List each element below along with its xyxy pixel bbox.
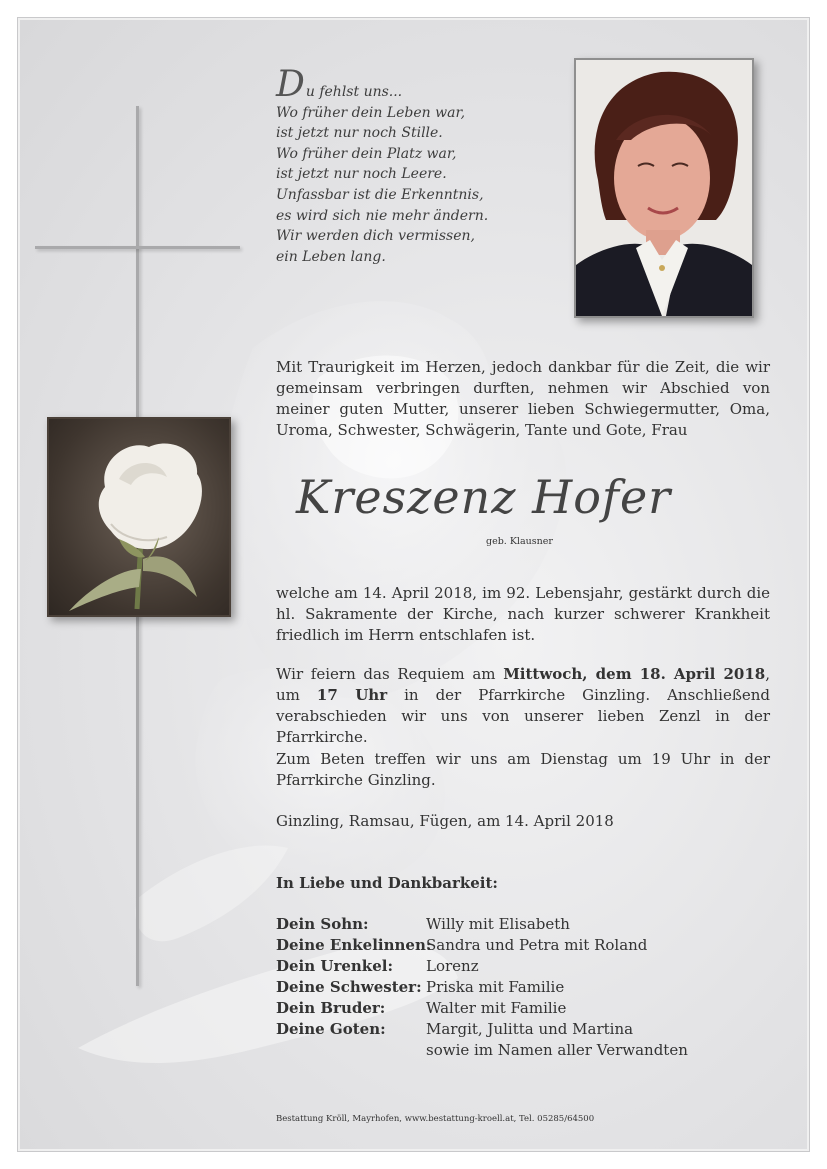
requiem-paragraph: Wir feiern das Requiem am Mittwoch, dem 18. April 2018, um 17 Uhr in der Pfarrkirche Ginzling. Anschließend verabschieden wir uns von unserer lieben Zenzl in der Pfarrkirche. xyxy=(276,665,771,746)
family-row xyxy=(276,1019,688,1040)
requiem-date: Mittwoch, dem 18. April 2018 xyxy=(503,665,766,683)
poem-line: es wird sich nie mehr ändern. xyxy=(276,207,489,224)
family-relation: Deine Goten: xyxy=(276,1020,386,1038)
poem-dropcap: D xyxy=(276,64,305,105)
family-row xyxy=(276,977,688,998)
prayer-paragraph: Zum Beten treffen wir uns am Dienstag um 19 Uhr in der Pfarrkirche Ginzling. xyxy=(276,750,770,789)
place-date: Ginzling, Ramsau, Fügen, am 14. April 2018 xyxy=(276,812,614,830)
family-names: Willy mit Elisabeth xyxy=(426,915,570,933)
poem-line: ein Leben lang. xyxy=(276,248,386,265)
family-extra: sowie im Namen aller Verwandten xyxy=(426,1041,688,1059)
poem-line: Du fehlst uns... xyxy=(276,64,403,105)
family-names: Margit, Julitta und Martina xyxy=(426,1020,634,1038)
poem xyxy=(276,64,536,267)
poem-line: Unfassbar ist die Erkenntnis, xyxy=(276,186,484,203)
signoff: In Liebe und Dankbarkeit: xyxy=(276,874,498,892)
funeral-home-footer: Bestattung Kröll, Mayrhofen, www.bestattung-kroell.at, Tel. 05285/64500 xyxy=(276,1114,595,1124)
family-names: Priska mit Familie xyxy=(426,978,565,996)
family-names: Lorenz xyxy=(426,957,479,975)
poem-line: Wo früher dein Leben war, xyxy=(276,104,466,121)
family-row xyxy=(276,956,688,977)
portrait-photo xyxy=(574,58,754,318)
family-row xyxy=(276,998,688,1019)
family-row xyxy=(276,914,688,935)
family-names: Walter mit Familie xyxy=(426,999,567,1017)
family-list xyxy=(276,914,688,1061)
requiem-time: 17 Uhr xyxy=(316,686,388,704)
family-relation: Deine Schwester: xyxy=(276,978,422,996)
family-relation: Deine Enkelinnen: xyxy=(276,936,432,954)
intro-paragraph: Mit Traurigkeit im Herzen, jedoch dankbar für die Zeit, die wir gemeinsam verbringen durften, nehmen wir Abschied von meiner guten Mutter, unserer lieben Schwiegermutter, Oma, Uroma, Schwester, Schwägerin, Tante und Gote, Frau xyxy=(276,358,770,439)
family-relation: Dein Bruder: xyxy=(276,999,386,1017)
passing-paragraph: welche am 14. April 2018, im 92. Lebensjahr, gestärkt durch die hl. Sakramente der Kirche, nach kurzer schwerer Krankheit friedlich im Herrn entschlafen ist. xyxy=(276,584,770,644)
rose-illustration xyxy=(49,419,229,615)
portrait-illustration xyxy=(576,60,752,316)
deceased-name: Kreszenz Hofer xyxy=(296,470,672,524)
poem-line: ist jetzt nur noch Leere. xyxy=(276,166,447,183)
poem-line: Wo früher dein Platz war, xyxy=(276,145,457,162)
family-relation: Dein Sohn: xyxy=(276,915,369,933)
cross-horizontal-bar xyxy=(35,246,240,249)
rose-photo xyxy=(47,417,231,617)
family-relation: Dein Urenkel: xyxy=(276,957,393,975)
poem-line: Wir werden dich vermissen, xyxy=(276,228,475,245)
obituary-card xyxy=(17,17,810,1152)
birth-name: geb. Klausner xyxy=(486,536,553,547)
family-row xyxy=(276,935,688,956)
poem-line: ist jetzt nur noch Stille. xyxy=(276,125,443,142)
family-names: Sandra und Petra mit Roland xyxy=(426,936,648,954)
